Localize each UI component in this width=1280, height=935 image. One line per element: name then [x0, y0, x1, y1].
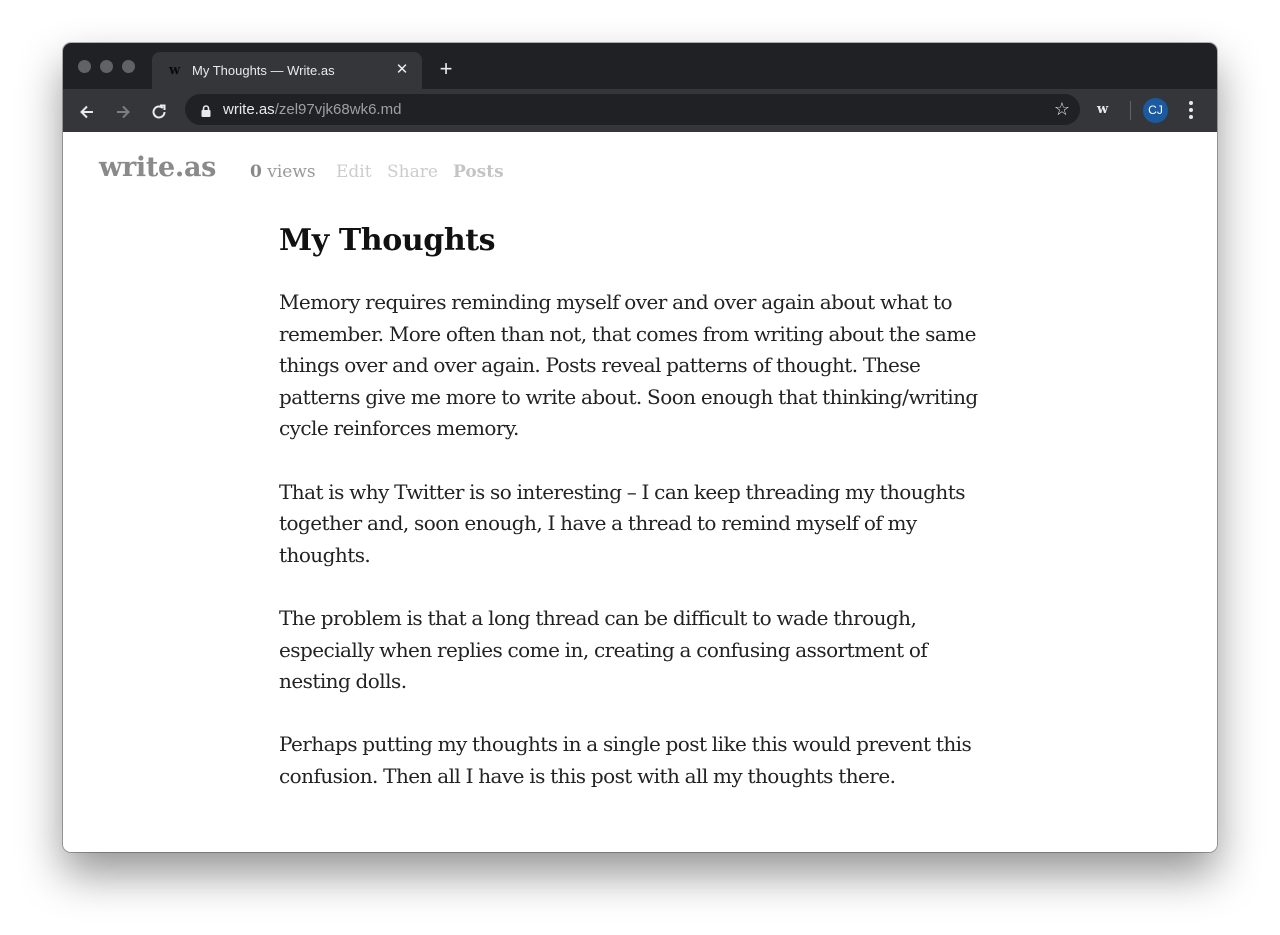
window-minimize-dot[interactable] [100, 60, 113, 73]
forward-arrow-icon[interactable] [110, 98, 136, 124]
plus-icon[interactable]: + [439, 56, 453, 81]
browser-toolbar [63, 89, 1217, 132]
post-paragraph: That is why Twitter is so interesting – I can keep threading my thoughts together and, soon enough, I have a thread to remind myself of my thoughts. [279, 479, 965, 567]
view-count-number: 0 [250, 162, 262, 182]
close-icon[interactable]: ✕ [395, 61, 409, 78]
view-count-label: views [267, 162, 316, 182]
extension-icon[interactable]: w [1097, 102, 1109, 117]
tab-strip [63, 43, 1217, 89]
url-text[interactable] [223, 101, 401, 118]
page-content [63, 132, 1217, 852]
lock-icon[interactable] [201, 104, 211, 122]
reload-icon[interactable] [146, 98, 172, 124]
profile-avatar[interactable]: CJ [1143, 98, 1168, 123]
post-paragraph: Memory requires reminding myself over and over again about what to remember. More often than not, that comes from writing about the same things over and over again. Posts reveal patterns of thought. These patterns give me more to write about. Soon enough that thinking/writing cycle reinforces memory. [279, 290, 978, 441]
active-tab[interactable] [152, 52, 422, 89]
window-close-dot[interactable] [78, 60, 91, 73]
brand-logo[interactable]: write.as [99, 152, 217, 183]
kebab-menu-icon[interactable] [1187, 101, 1195, 121]
post [279, 222, 995, 824]
browser-window [63, 43, 1217, 852]
window-zoom-dot[interactable] [122, 60, 135, 73]
view-count [250, 161, 316, 183]
edit-link[interactable]: Edit [336, 162, 372, 182]
toolbar-divider [1130, 101, 1131, 120]
favicon-icon: w [169, 63, 181, 78]
url-host: write.as [223, 101, 275, 118]
url-path: /zel97vjk68wk6.md [274, 101, 402, 118]
tab-title: My Thoughts — Write.as [192, 63, 335, 78]
address-bar[interactable] [185, 94, 1080, 125]
post-paragraph: Perhaps putting my thoughts in a single post like this would prevent this confusion. Then all I have is this post with all my thoughts there. [279, 732, 972, 788]
posts-link[interactable]: Posts [453, 162, 504, 182]
share-link[interactable]: Share [387, 162, 438, 182]
back-arrow-icon[interactable] [74, 98, 100, 124]
post-paragraph: The problem is that a long thread can be difficult to wade through, especially when replies come in, creating a confusing assortment of nesting dolls. [279, 605, 928, 694]
post-title: My Thoughts [279, 223, 496, 258]
star-icon[interactable]: ☆ [1053, 99, 1070, 119]
